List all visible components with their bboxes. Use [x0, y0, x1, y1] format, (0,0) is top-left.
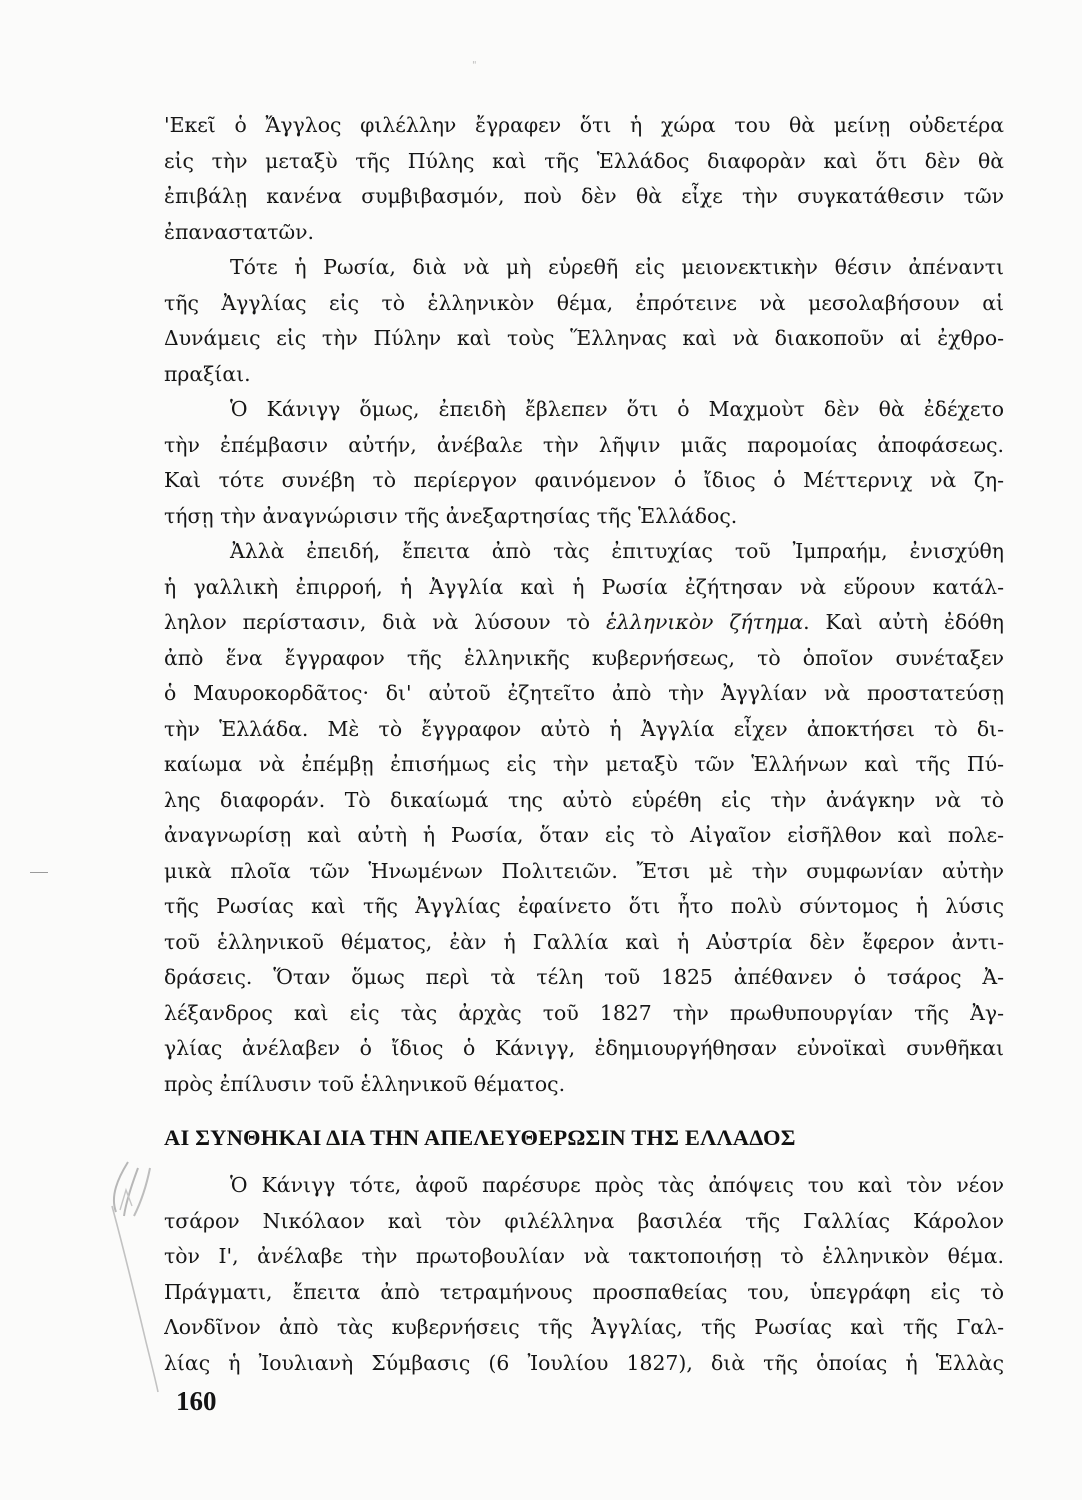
text-line: λίας ἡ Ἰουλιανὴ Σύμβασις (6 Ἰουλίου 1827), διὰ τῆς ὁποίας ἡ Ἑλλὰς	[164, 1350, 1004, 1375]
faint-mark: "	[472, 60, 477, 71]
text-line: Ὁ Κάνιγγ ὅμως, ἐπειδὴ ἔβλεπεν ὅτι ὁ Μαχμοὺτ δὲν θὰ ἐδέχετο	[230, 397, 1004, 421]
pencil-stroke-5	[120, 1190, 132, 1210]
pencil-stroke-2	[124, 1168, 138, 1216]
text-line: καίωμα νὰ ἐπέμβῃ ἐπισήμως εἰς τὴν μεταξὺ τῶν Ἑλλήνων καὶ τῆς Πύ-	[164, 752, 1004, 776]
text-line: 'Εκεῖ ὁ Ἄγγλος φιλέλλην ἔγραφεν ὅτι ἡ χώρα του θὰ μείνῃ οὐδετέρα	[164, 113, 1004, 137]
text-line: τήσῃ τὴν ἀναγνώρισιν τῆς ἀνεξαρτησίας τῆς Ἑλλάδος.	[164, 503, 738, 528]
text-line: μικὰ πλοῖα τῶν Ἡνωμένων Πολιτειῶν. Ἔτσι μὲ τὴν συμφωνίαν αὐτὴν	[164, 858, 1004, 883]
page-text	[164, 108, 1004, 1381]
paragraph-5	[164, 1168, 1004, 1381]
text-line: τὴν Ἑλλάδα. Μὲ τὸ ἔγγραφον αὐτὸ ἡ Ἀγγλία εἶχεν ἀποκτήσει τὸ δι-	[164, 716, 1004, 741]
text-line: ἐπαναστατῶν.	[164, 219, 315, 244]
text-line: Πράγματι, ἔπειτα ἀπὸ τετραμήνους προσπαθείας του, ὑπεγράφη εἰς τὸ	[164, 1279, 1004, 1304]
text-line: Τότε ἡ Ρωσία, διὰ νὰ μὴ εὑρεθῆ εἰς μειονεκτικὴν θέσιν ἀπέναντι	[230, 255, 1004, 279]
text-line: τῆς Ἀγγλίας εἰς τὸ ἑλληνικὸν θέμα, ἐπρότεινε νὰ μεσολαβήσουν αἱ	[164, 290, 1004, 315]
text-line: πρὸς ἐπίλυσιν τοῦ ἑλληνικοῦ θέματος.	[164, 1071, 566, 1096]
paragraph-1	[164, 108, 1004, 250]
text-line: γλίας ἀνέλαβεν ὁ ἴδιος ὁ Κάνιγγ, ἐδημιουργήθησαν εὐνοϊκαὶ συνθῆκαι	[164, 1036, 1004, 1060]
text-line: πραξίαι.	[164, 361, 251, 386]
section-heading: ΑΙ ΣΥΝΘΗΚΑΙ ΔΙΑ ΤΗΝ ΑΠΕΛΕΥΘΕΡΩΣΙΝ ΤΗΣ ΕΛΛΑΔΟΣ	[164, 1125, 796, 1150]
pencil-stroke-3	[134, 1168, 150, 1216]
text-line: Ἀλλὰ ἐπειδή, ἔπειτα ἀπὸ τὰς ἐπιτυχίας τοῦ Ἰμπραήμ, ἐνισχύθη	[230, 539, 1004, 563]
text-line: τῆς Ρωσίας καὶ τῆς Ἀγγλίας ἐφαίνετο ὅτι ἦτο πολὺ σύντομος ἡ λύσις	[164, 894, 1004, 918]
text-line: ὁ Μαυροκορδᾶτος· δι' αὐτοῦ ἐζητεῖτο ἀπὸ τὴν Ἀγγλίαν νὰ προστατεύσῃ	[164, 681, 1004, 705]
pencil-stroke-4	[112, 1206, 158, 1392]
text-line: ἐπιβάλῃ κανένα συμβιβασμόν, ποὺ δὲν θὰ εἶχε τὴν συγκατάθεσιν τῶν	[164, 184, 1004, 208]
text-line: δράσεις. Ὅταν ὅμως περὶ τὰ τέλη τοῦ 1825 ἀπέθανεν ὁ τσάρος Ἀ-	[164, 965, 1004, 989]
text-line: Λονδῖνον ἀπὸ τὰς κυβερνήσεις τῆς Ἀγγλίας, τῆς Ρωσίας καὶ τῆς Γαλ-	[164, 1315, 1004, 1339]
paragraph-2	[164, 250, 1004, 392]
text-line: Ὁ Κάνιγγ τότε, ἀφοῦ παρέσυρε πρὸς τὰς ἀπόψεις του καὶ τὸν νέον	[230, 1173, 1004, 1197]
text-line: τσάρον Νικόλαον καὶ τὸν φιλέλληνα βασιλέα τῆς Γαλλίας Κάρολον	[164, 1208, 1004, 1233]
text-line: Καὶ τότε συνέβη τὸ περίεργον φαινόμενον ὁ ἴδιος ὁ Μέττερνιχ νὰ ζη-	[164, 468, 1004, 492]
text-line: ἀπὸ ἕνα ἔγγραφον τῆς ἑλληνικῆς κυβερνήσεως, τὸ ὁποῖον συνέταξεν	[164, 645, 1004, 670]
text-line: ἀναγνωρίσῃ καὶ αὐτὴ ἡ Ρωσία, ὅταν εἰς τὸ Αἰγαῖον εἰσῆλθον καὶ πολε-	[164, 823, 1004, 847]
text-line: εἰς τὴν μεταξὺ τῆς Πύλης καὶ τῆς Ἑλλάδος διαφορὰν καὶ ὅτι δὲν θὰ	[164, 148, 1004, 173]
pencil-stroke-1	[114, 1162, 128, 1212]
paragraph-3	[164, 392, 1004, 534]
paragraph-4	[164, 534, 1004, 1102]
text-line: τοῦ ἑλληνικοῦ θέματος, ἐὰν ἡ Γαλλία καὶ ἡ Αὐστρία δὲν ἔφερον ἀντι-	[164, 929, 1004, 954]
text-line: ἡ γαλλικὴ ἐπιρροή, ἡ Ἀγγλία καὶ ἡ Ρωσία ἐζήτησαν νὰ εὕρουν κατάλ-	[164, 574, 1004, 599]
text-line: τὸν Ι', ἀνέλαβε τὴν πρωτοβουλίαν νὰ τακτοποιήσῃ τὸ ἑλληνικὸν θέμα.	[164, 1244, 1004, 1268]
margin-dash	[30, 872, 48, 873]
page-number: 160	[176, 1386, 217, 1416]
text-line: Δυνάμεις εἰς τὴν Πύλην καὶ τοὺς Ἕλληνας καὶ νὰ διακοποῦν αἱ ἐχθρο-	[164, 326, 1004, 350]
italic-phrase: ἑλληνικὸν ζήτημα	[605, 610, 804, 634]
text-line: λης διαφοράν. Τὸ δικαίωμά της αὐτὸ εὑρέθη εἰς τὴν ἀνάγκην νὰ τὸ	[164, 787, 1004, 812]
text-line: λέξανδρος καὶ εἰς τὰς ἀρχὰς τοῦ 1827 τὴν πρωθυπουργίαν τῆς Ἀγ-	[164, 1000, 1004, 1025]
text-line-with-italic: ληλον περίστασιν, διὰ νὰ λύσουν τὸ ἑλληνικὸν ζήτημα. Καὶ αὐτὴ ἐδόθη	[164, 610, 1004, 634]
text-line: τὴν ἐπέμβασιν αὐτήν, ἀνέβαλε τὴν λῆψιν μιᾶς παρομοίας ἀποφάσεως.	[164, 432, 1004, 457]
